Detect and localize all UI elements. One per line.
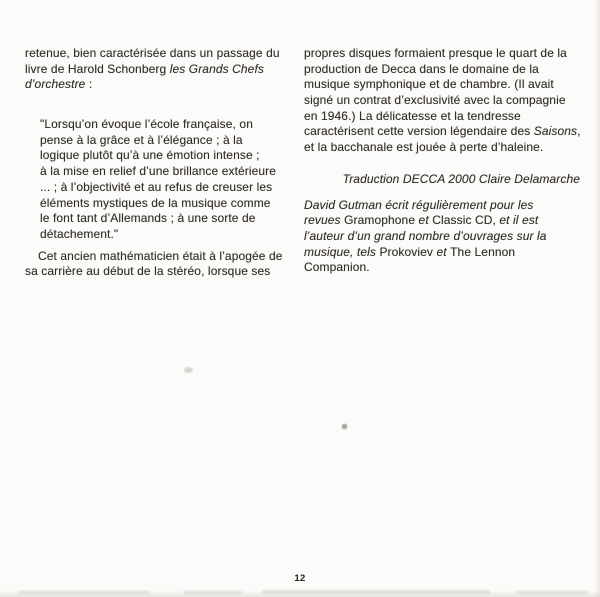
scan-speck [184, 367, 193, 373]
text-line: musique, tels Prokoviev et The Lennon [304, 244, 516, 259]
left-column [25, 46, 293, 280]
text-line: retenue, bien caractérisée dans un passage du [25, 46, 280, 60]
text-line: détachement." [40, 226, 119, 241]
text-line: Cet ancien mathématicien était à l’apogée de [38, 248, 283, 263]
paragraph-intro [25, 46, 293, 93]
text-line: en 1946.) La délicatesse et la tendresse [304, 108, 521, 123]
paragraph-closing [25, 249, 293, 280]
text-line: livre de Harold Schonberg les Grands Chefs [25, 61, 264, 76]
text-line: à la mise en relief d’une brillance extérieure [40, 164, 277, 179]
text-line: d’orchestre : [25, 77, 93, 92]
paragraph-continuation [304, 46, 580, 156]
text-line: le font tant d’Allemands ; à une sorte de [40, 211, 256, 226]
text-line: pense à la grâce et à l’élégance ; à la [40, 132, 243, 147]
blockquote-schonberg [40, 117, 293, 243]
text-line: l’auteur d’un grand nombre d’ouvrages sur la [304, 228, 547, 243]
text-line: caractérisent cette version légendaire des Saisons, [304, 124, 581, 139]
author-bio [304, 198, 580, 276]
scan-smudge [262, 590, 490, 594]
text-line: logique plutôt qu’à une émotion intense ; [40, 148, 260, 163]
text-line: David Gutman écrit régulièrement pour les [304, 197, 534, 212]
scan-smudge [516, 591, 588, 594]
scan-edge-shadow-right [594, 0, 600, 597]
scan-speck [342, 424, 347, 429]
page-number: 12 [294, 573, 306, 584]
text-line: éléments mystiques de la musique comme [40, 195, 271, 210]
scan-smudge [184, 591, 242, 594]
text-line: propres disques formaient presque le quart de la [304, 46, 567, 60]
text-line: "Lorsqu’on évoque l’école française, on [40, 117, 253, 132]
text-line: ... ; à l’objectivité et au refus de creuser les [40, 179, 273, 194]
text-line: revues Gramophone et Classic CD, et il est [304, 213, 539, 228]
text-line: production de Decca dans le domaine de la [304, 61, 539, 76]
right-column [304, 46, 580, 276]
text-line: et la bacchanale est jouée à perte d’haleine. [304, 140, 544, 155]
text-line: signé un contrat d’exclusivité avec la compagnie [304, 93, 566, 108]
translation-credit: Traduction DECCA 2000 Claire Delamarche [342, 171, 580, 186]
scan-smudge [18, 591, 150, 594]
text-line: sa carrière au début de la stéréo, lorsque ses [25, 264, 271, 279]
text-line: musique symphonique et de chambre. (Il avait [304, 77, 554, 92]
text-line: Companion. [304, 260, 370, 275]
